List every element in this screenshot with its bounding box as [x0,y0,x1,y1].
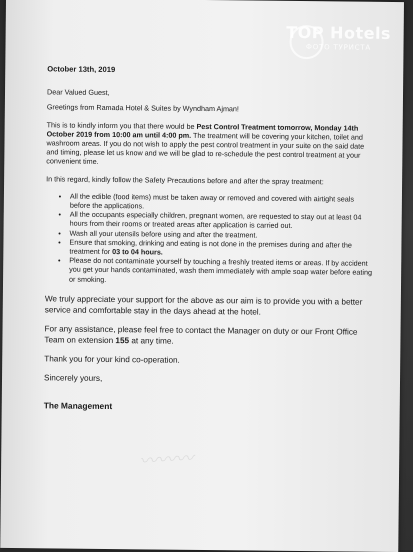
list-item: • Wash all your utensils before using and after the treatment. [70,228,376,240]
watermark-sub: ФОТО ТУРИСТА [305,43,372,52]
intro-text-b: The treatment will be covering your kitchen, toilet and washroom areas. If you do not wish to apply the pest control treatment in your suite on the said date and timing, please let us know and we will be glad to re-schedule the pest control treatment at your convenient time. [46,130,365,167]
letter-body [44,64,378,413]
support-paragraph: We truly appreciate your support for the above as our aim is to provide you with a better service and comfortable stay in the days ahead at the hotel. [44,294,363,317]
assist-text-b: at any time. [129,336,174,346]
bullet4-text: Ensure that smoking, drinking and eating is not done in the premises during and after the treatment for [69,237,352,257]
list-item: • Please do not contaminate yourself by touching a freshly treated items or areas. If by accident you get your hands contaminated, wash them immediately with ample soap water before eating or smoking. [69,256,375,287]
list-item: • All the occupants especially children, pregnant women, are requested to stay out at least 04 hours from their rooms or treated areas after application is carried out. [70,210,376,232]
assist-paragraph [44,323,374,348]
intro-paragraph [46,120,376,169]
letter-date: October 13th, 2019 [47,64,116,75]
intro-text-a: This is to kindly inform you that there would be [46,119,197,131]
watermark-brand: TOP Hotels [286,22,392,43]
regard-paragraph: In this regard, kindly follow the Safety Precautions before and after the spray treatment: [46,173,324,186]
thanks-line: Thank you for your kind co-operation. [44,354,180,365]
precautions-list [45,191,376,286]
salutation: Dear Valued Guest, [46,87,110,98]
greeting: Greetings from Ramada Hotel & Suites by Wyndham Ajman! [46,102,239,114]
watermark-logo-icon [289,25,323,59]
assist-text-a: For any assistance, please feel free to contact the Manager on duty or our Front Office Team on extension [44,324,358,345]
assist-ext: 155 [115,335,130,346]
intro-bold: Pest Control Treatment tomorrow, Monday 14th October 2019 from 10:00 am until 4:00 pm. [46,121,359,140]
faint-stamp-mark: 〰〰〰 [138,448,194,473]
bullet4-bold: 03 to 04 hours. [112,247,163,257]
list-item: • All the edible (food items) must be taken away or removed and covered with airtight seals before the applications. [70,191,376,213]
signoff: The Management [43,400,113,411]
closing-line: Sincerely yours, [43,373,103,383]
